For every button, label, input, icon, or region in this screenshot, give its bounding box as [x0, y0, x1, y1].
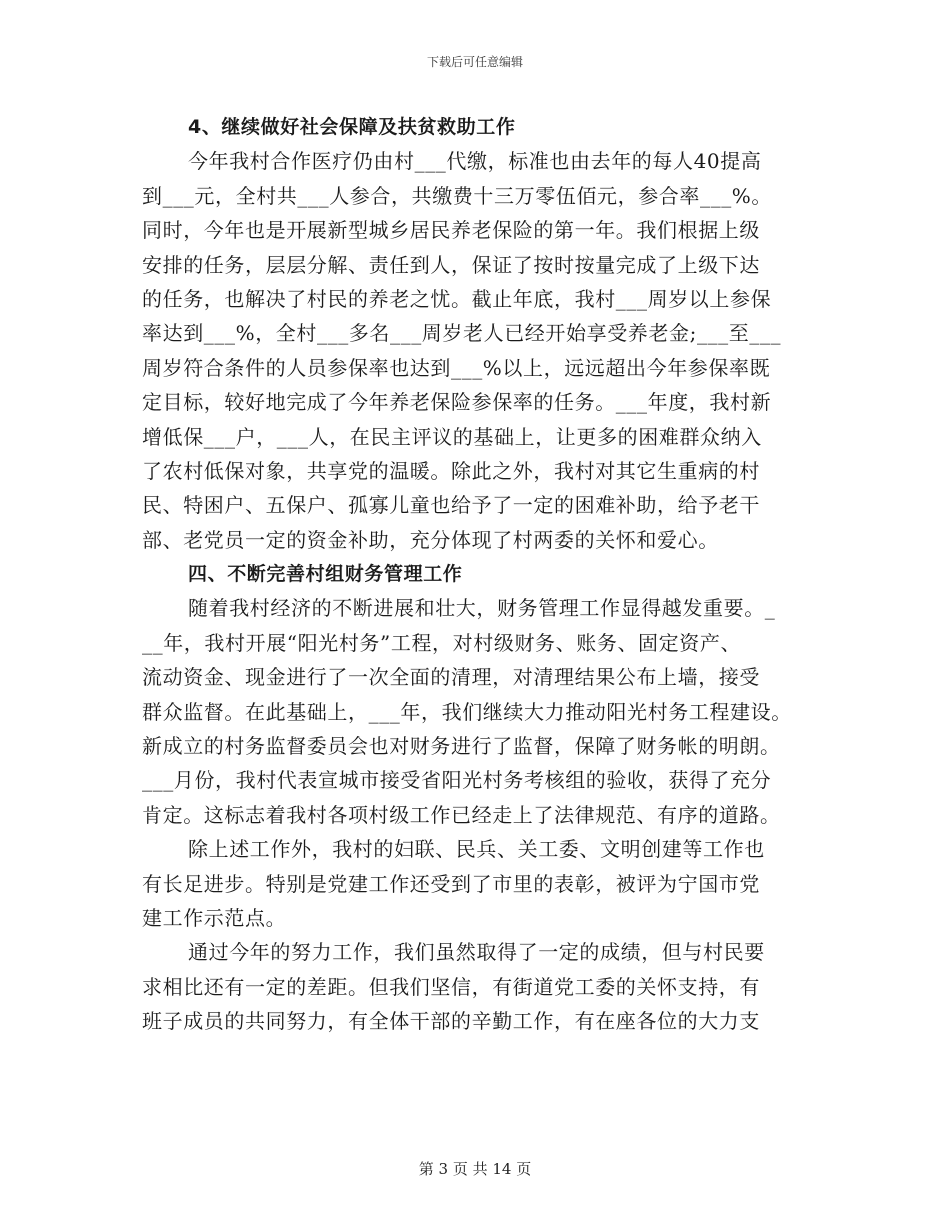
paragraph-line: __年，我村开展“阳光村务”工程，对村级财务、账务、固定资产、: [142, 630, 742, 655]
section-heading: 4、继续做好社会保障及扶贫救助工作: [188, 116, 516, 138]
paragraph-line: 安排的任务，层层分解、责任到人，保证了按时按量完成了上级下达: [142, 252, 760, 277]
paragraph-line: 部、老党员一定的资金补助，充分体现了村两委的关怀和爱心。: [142, 527, 719, 552]
page-header-note: 下载后可任意编辑: [426, 55, 523, 69]
document-body: [142, 110, 822, 1039]
paragraph-line: 求相比还有一定的差距。但我们坚信，有街道党工委的关怀支持，有: [142, 974, 760, 999]
paragraph-line: 的任务，也解决了村民的养老之忧。截止年底，我村___周岁以上参保: [142, 286, 772, 311]
paragraph-line: 率达到___%，全村___多名___周岁老人已经开始享受养老金;___至___: [142, 321, 782, 346]
paragraph-line: 流动资金、现金进行了一次全面的清理，对清理结果公布上墙，接受: [142, 665, 760, 690]
paragraph-line: ___月份，我村代表宣城市接受省阳光村务考核组的验收，获得了充分: [142, 768, 772, 793]
paragraph-line: 定目标，较好地完成了今年养老保险参保率的任务。___年度，我村新: [142, 390, 772, 415]
paragraph-line: 同时，今年也是开展新型城乡居民养老保险的第一年。我们根据上级: [142, 218, 760, 243]
paragraph-line: 班子成员的共同努力，有全体干部的辛勤工作，有在座各位的大力支: [142, 1009, 760, 1034]
paragraph-line: 了农村低保对象，共享党的温暖。除此之外，我村对其它生重病的村: [142, 458, 760, 483]
paragraph-line: 今年我村合作医疗仍由村___代缴，标准也由去年的每人40提高: [188, 149, 762, 174]
paragraph-line: 群众监督。在此基础上，___年，我们继续大力推动阳光村务工程建设。: [142, 699, 792, 724]
paragraph-line: 通过今年的努力工作，我们虽然取得了一定的成绩，但与村民要: [188, 940, 765, 965]
paragraph-line: 有长足进步。特别是党建工作还受到了市里的表彰，被评为宁国市党: [142, 871, 760, 896]
paragraph-line: 周岁符合条件的人员参保率也达到___%以上，远远超出今年参保率既: [142, 355, 771, 380]
page-footer-number: 第 3 页 共 14 页: [418, 1160, 532, 1178]
paragraph-line: 除上述工作外，我村的妇联、民兵、关工委、文明创建等工作也: [188, 837, 765, 862]
paragraph-line: 民、特困户、五保户、孤寡儿童也给予了一定的困难补助，给予老干: [142, 493, 760, 518]
paragraph-line: 增低保___户，___人，在民主评议的基础上，让更多的困难群众纳入: [142, 424, 762, 449]
paragraph-line: 建工作示范点。: [142, 905, 287, 930]
paragraph-line: 随着我村经济的不断进展和壮大，财务管理工作显得越发重要。_: [188, 596, 776, 621]
section-heading: 四、不断完善村组财务管理工作: [188, 563, 463, 586]
paragraph-line: 到___元，全村共___人参合，共缴费十三万零伍佰元，参合率___%。: [142, 183, 773, 208]
paragraph-line: 肯定。这标志着我村各项村级工作已经走上了法律规范、有序的道路。: [142, 802, 781, 827]
paragraph-line: 新成立的村务监督委员会也对财务进行了监督，保障了财务帐的明朗。: [142, 734, 781, 759]
